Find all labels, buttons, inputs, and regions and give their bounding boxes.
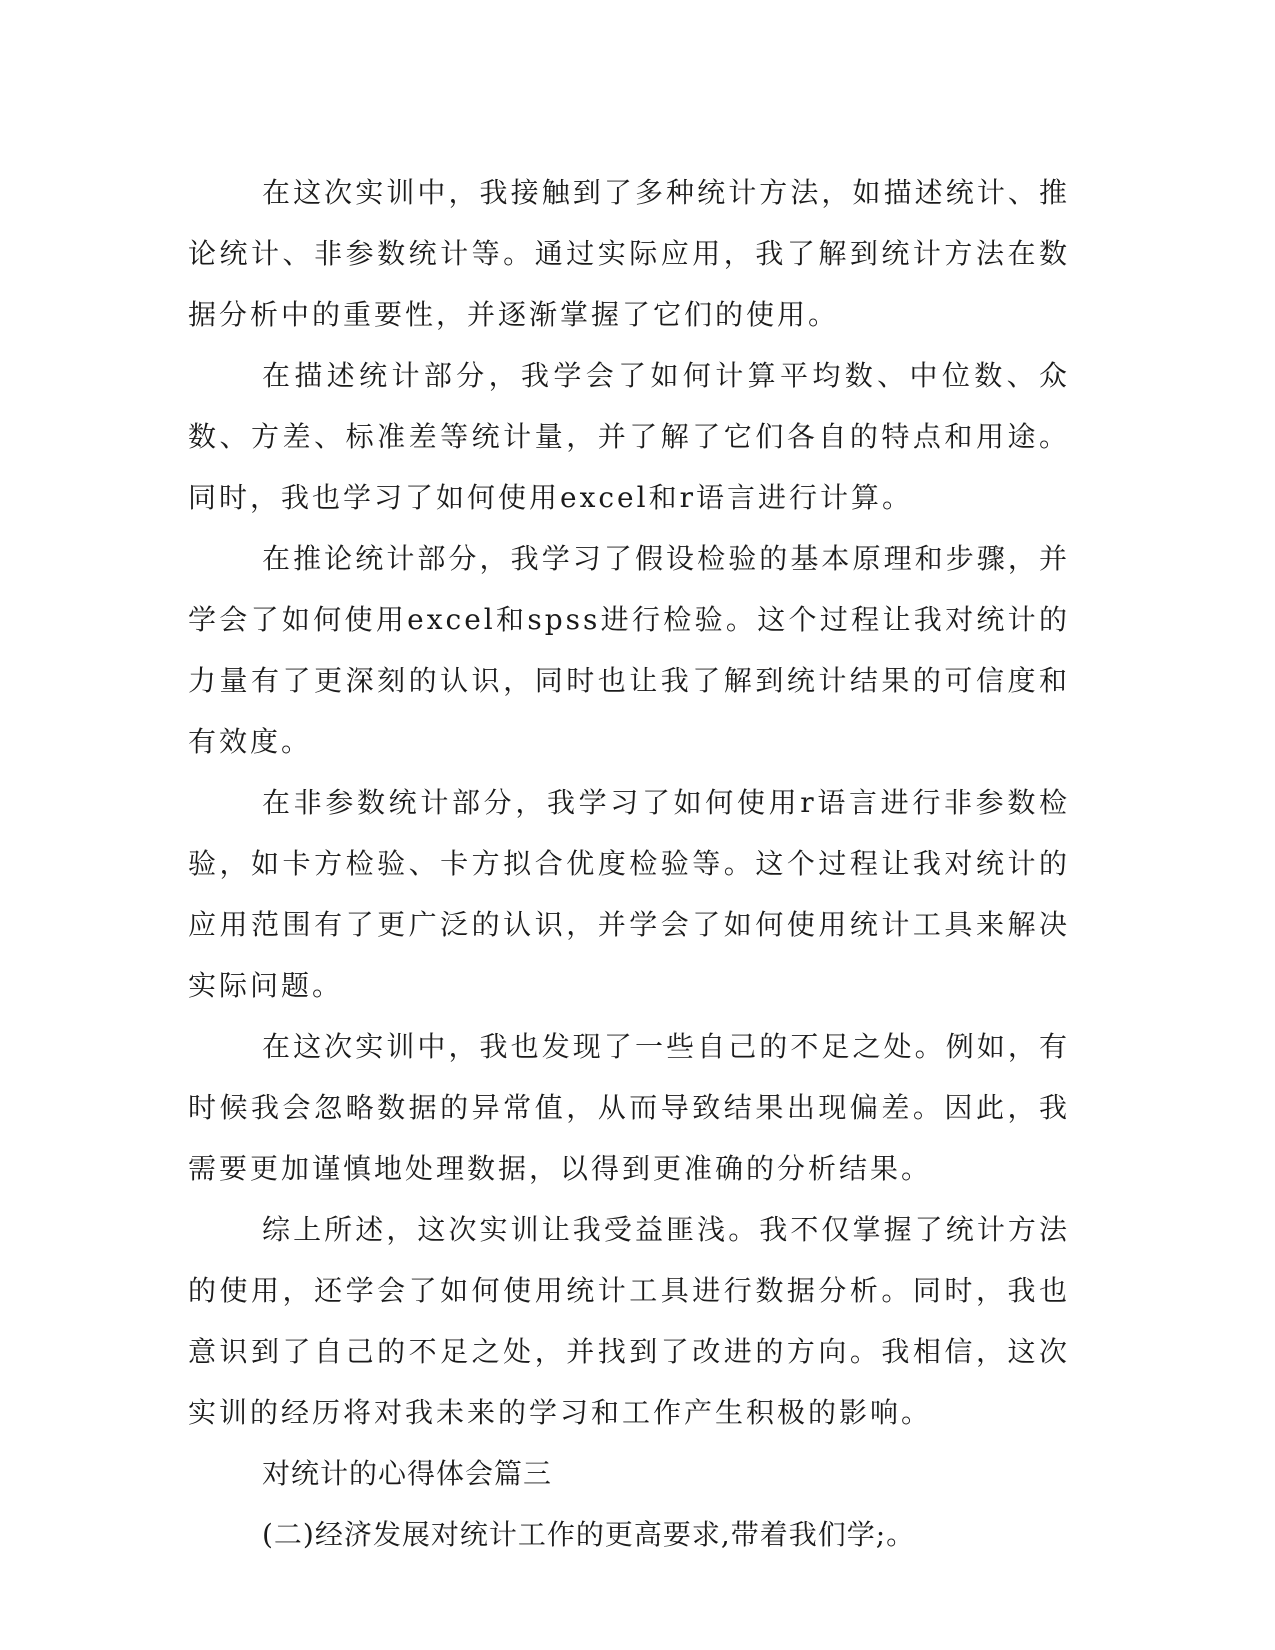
paragraph: 综上所述，这次实训让我受益匪浅。我不仅掌握了统计方法的使用，还学会了如何使用统计工具进行数据分析。同时，我也意识到了自己的不足之处，并找到了改进的方向。我相信，这次实训的经历将对我未来的学习和工作产生积极的影响。 xyxy=(188,1213,1070,1429)
paragraph: 在非参数统计部分，我学习了如何使用r语言进行非参数检验，如卡方检验、卡方拟合优度检验等。这个过程让我对统计的应用范围有了更广泛的认识，并学会了如何使用统计工具来解决实际问题。 xyxy=(188,786,1070,1002)
paragraph: 在描述统计部分，我学会了如何计算平均数、中位数、众数、方差、标准差等统计量，并了解了它们各自的特点和用途。同时，我也学习了如何使用excel和r语言进行计算。 xyxy=(188,359,1070,514)
document-body xyxy=(188,162,1070,1565)
paragraph: 在推论统计部分，我学习了假设检验的基本原理和步骤，并学会了如何使用excel和spss进行检验。这个过程让我对统计的力量有了更深刻的认识，同时也让我了解到统计结果的可信度和有效度。 xyxy=(188,542,1070,758)
section-subheading: (二)经济发展对统计工作的更高要求,带着我们学;。 xyxy=(262,1518,916,1551)
paragraph: 在这次实训中，我也发现了一些自己的不足之处。例如，有时候我会忽略数据的异常值，从而导致结果出现偏差。因此，我需要更加谨慎地处理数据，以得到更准确的分析结果。 xyxy=(188,1030,1070,1185)
section-heading: 对统计的心得体会篇三 xyxy=(262,1457,553,1490)
paragraph: 在这次实训中，我接触到了多种统计方法，如描述统计、推论统计、非参数统计等。通过实际应用，我了解到统计方法在数据分析中的重要性，并逐渐掌握了它们的使用。 xyxy=(188,176,1070,331)
